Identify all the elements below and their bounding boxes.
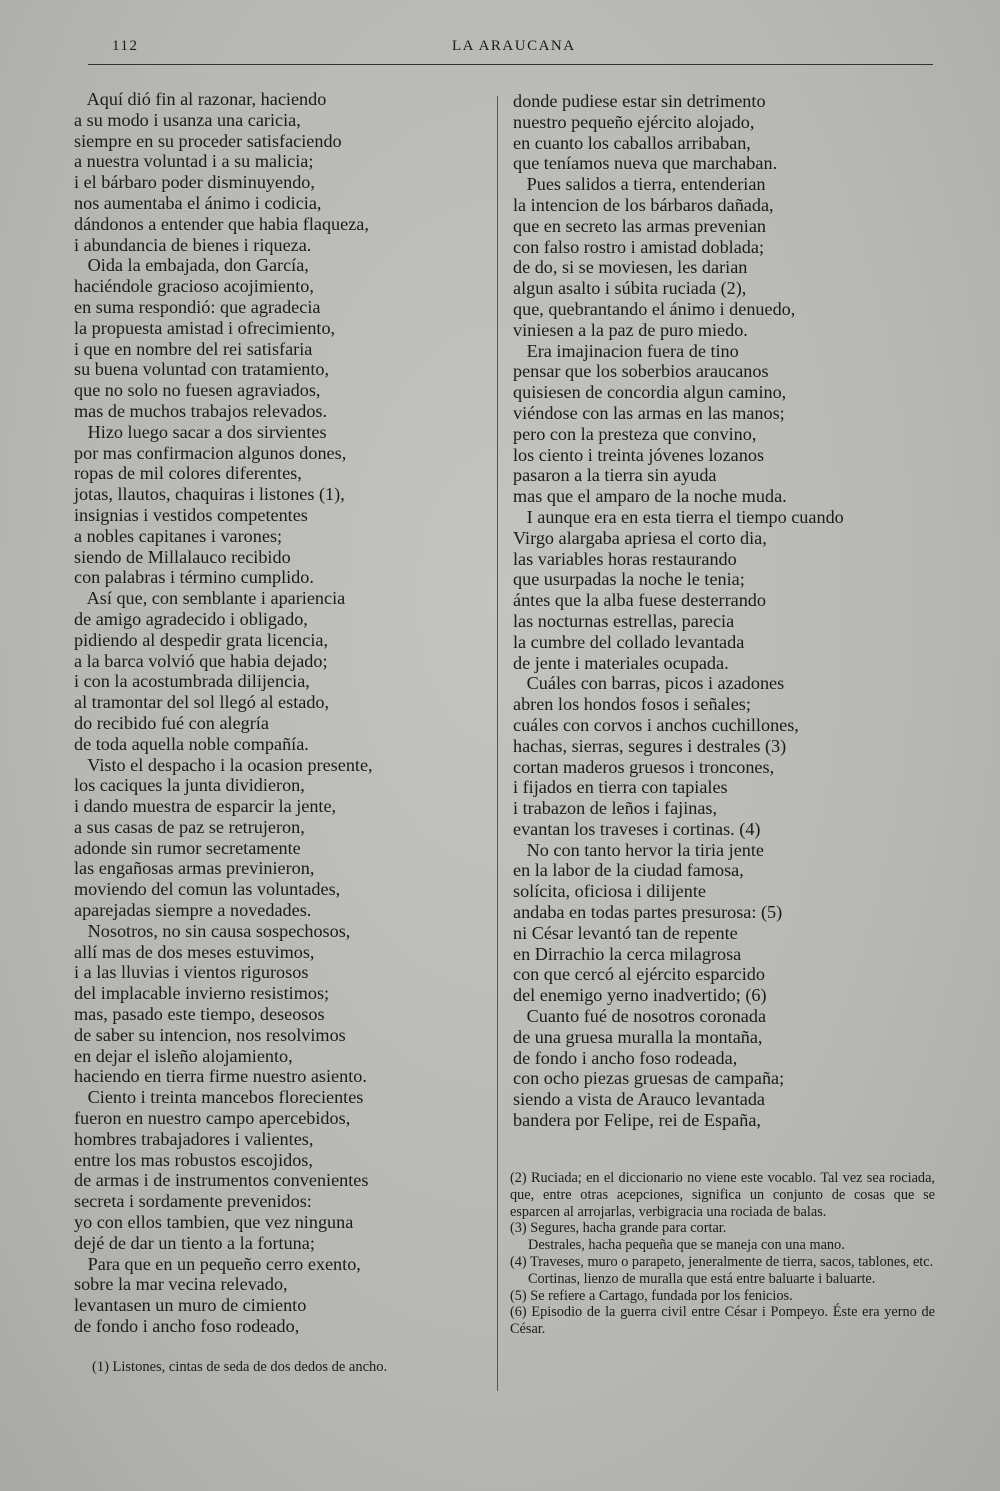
- verse-line: los caciques la junta dividieron,: [74, 775, 305, 796]
- verse-line: Hizo luego sacar a dos sirvientes: [74, 421, 327, 442]
- verse-line: mas de muchos trabajos relevados.: [74, 400, 328, 421]
- verse-line: con ocho piezas gruesas de campaña;: [513, 1068, 785, 1089]
- verse-line: secreta i sordamente prevenidos:: [74, 1191, 312, 1212]
- verse-line: de una gruesa muralla la montaña,: [513, 1026, 763, 1047]
- verse-line: i abundancia de bienes i riqueza.: [74, 234, 312, 255]
- verse-line: quisiesen de concordia algun camino,: [513, 382, 787, 403]
- verse-line: las variables horas restaurando: [513, 548, 737, 569]
- verse-line: Pues salidos a tierra, entenderian: [513, 174, 766, 195]
- verse-line: bandera por Felipe, rei de España,: [513, 1110, 761, 1131]
- verse-line: su buena voluntad con tratamiento,: [74, 359, 330, 380]
- verse-line: nuestro pequeño ejército alojado,: [513, 111, 755, 132]
- verse-line: la cumbre del collado levantada: [513, 631, 745, 652]
- verse-line: pensar que los soberbios araucanos: [513, 361, 769, 382]
- verse-line: levantasen un muro de cimiento: [74, 1295, 307, 1316]
- verse-line: I aunque era en esta tierra el tiempo cuando: [513, 506, 844, 527]
- verse-line: pasaron a la tierra sin ayuda: [513, 465, 717, 486]
- verse-line: por mas confirmacion algunos dones,: [74, 442, 347, 463]
- verse-line: adonde sin rumor secretamente: [74, 837, 301, 858]
- page-header: [112, 38, 912, 58]
- right-column-verse: [513, 91, 943, 1131]
- verse-line: la intencion de los bárbaros dañada,: [513, 194, 774, 215]
- verse-line: Cuáles con barras, picos i azadones: [513, 673, 785, 694]
- verse-line: i trabazon de leños i fajinas,: [513, 798, 718, 819]
- verse-line: Para que en un pequeño cerro exento,: [74, 1253, 361, 1274]
- footnote-entry: (2) Ruciada; en el diccionario no viene este vocablo. Tal vez sea rociada, que, entre otras acepciones, significa un conjunto de cosas que se esparcen al arrojarlas, verbigracia una rociada de balas.: [510, 1170, 935, 1220]
- verse-line: los ciento i treinta jóvenes lozanos: [513, 444, 765, 465]
- verse-line: moviendo del comun las voluntades,: [74, 879, 341, 900]
- verse-line: al tramontar del sol llegó al estado,: [74, 692, 330, 713]
- verse-line: abren los hondos fosos i señales;: [513, 694, 751, 715]
- verse-line: aparejadas siempre a novedades.: [74, 900, 312, 921]
- verse-line: Cuanto fué de nosotros coronada: [513, 1006, 767, 1027]
- verse-line: yo con ellos tambien, que vez ninguna: [74, 1212, 354, 1233]
- right-footnotes: [510, 1170, 935, 1338]
- verse-line: cortan maderos gruesos i troncones,: [513, 756, 775, 777]
- verse-line: de do, si se moviesen, les darian: [513, 257, 748, 278]
- verse-line: ni César levantó tan de repente: [513, 922, 738, 943]
- verse-line: hombres trabajadores i valientes,: [74, 1128, 314, 1149]
- verse-line: dándonos a entender que habia flaqueza,: [74, 213, 369, 234]
- verse-line: Ciento i treinta mancebos florecientes: [74, 1087, 364, 1108]
- verse-line: Oida la embajada, don García,: [74, 255, 309, 276]
- verse-line: insignias i vestidos competentes: [74, 504, 308, 525]
- verse-line: ántes que la alba fuese desterrando: [513, 590, 766, 611]
- verse-line: mas que el amparo de la noche muda.: [513, 486, 787, 507]
- verse-line: que en secreto las armas prevenian: [513, 215, 766, 236]
- footnote-entry: (5) Se refiere a Cartago, fundada por los fenicios.: [510, 1287, 793, 1304]
- verse-line: viniesen a la paz de puro miedo.: [513, 319, 748, 340]
- verse-line: mas, pasado este tiempo, deseosos: [74, 1004, 325, 1025]
- verse-line: i con la acostumbrada dilijencia,: [74, 671, 310, 692]
- verse-line: de saber su intencion, nos resolvimos: [74, 1024, 346, 1045]
- verse-line: do recibido fué con alegría: [74, 712, 269, 733]
- verse-line: con falso rostro i amistad doblada;: [513, 236, 765, 257]
- verse-line: andaba en todas partes presurosa: (5): [513, 902, 783, 923]
- verse-line: haciendo en tierra firme nuestro asiento.: [74, 1066, 367, 1087]
- verse-line: entre los mas robustos escojidos,: [74, 1149, 313, 1170]
- verse-line: siendo a vista de Arauco levantada: [513, 1089, 766, 1110]
- verse-line: nos aumentaba el ánimo i codicia,: [74, 192, 322, 213]
- footnote-entry: (3) Segures, hacha grande para cortar.: [510, 1220, 727, 1237]
- verse-line: Aquí dió fin al razonar, haciendo: [74, 89, 327, 109]
- footnote-1: (1) Listones, cintas de seda de dos dedos de ancho.: [92, 1359, 388, 1375]
- verse-line: algun asalto i súbita ruciada (2),: [513, 278, 747, 299]
- verse-line: siendo de Millalauco recibido: [74, 546, 291, 567]
- verse-line: en Dirrachio la cerca milagrosa: [513, 943, 742, 964]
- verse-line: cuáles con corvos i anchos cuchillones,: [513, 714, 799, 735]
- verse-line: Era imajinacion fuera de tino: [513, 340, 739, 361]
- verse-line: allí mas de dos meses estuvimos,: [74, 941, 315, 962]
- verse-line: Nosotros, no sin causa sospechosos,: [74, 920, 351, 941]
- verse-line: i a las lluvias i vientos rigurosos: [74, 962, 309, 983]
- verse-line: en dejar el isleño alojamiento,: [74, 1045, 293, 1066]
- verse-line: que no solo no fuesen agraviados,: [74, 380, 321, 401]
- verse-line: en cuanto los caballos arribaban,: [513, 132, 751, 153]
- footnote-entry: Destrales, hacha pequeña que se maneja con una mano.: [528, 1237, 845, 1254]
- verse-line: de fondo i ancho foso rodeada,: [513, 1047, 738, 1068]
- verse-line: con palabras i término cumplido.: [74, 567, 314, 588]
- verse-line: a nobles capitanes i varones;: [74, 525, 283, 546]
- verse-line: ropas de mil colores diferentes,: [74, 463, 302, 484]
- verse-line: solícita, oficiosa i dilijente: [513, 881, 706, 902]
- verse-line: i el bárbaro poder disminuyendo,: [74, 172, 315, 193]
- verse-line: las nocturnas estrellas, parecia: [513, 610, 735, 631]
- verse-line: que, quebrantando el ánimo i denuedo,: [513, 298, 796, 319]
- verse-line: Visto el despacho i la ocasion presente,: [74, 754, 373, 775]
- left-column-verse: [74, 89, 469, 1337]
- verse-line: de jente i materiales ocupada.: [513, 652, 729, 673]
- verse-line: i dando muestra de esparcir la jente,: [74, 796, 337, 817]
- verse-line: de fondo i ancho foso rodeado,: [74, 1316, 300, 1337]
- running-title: LA ARAUCANA: [452, 38, 576, 54]
- verse-line: a sus casas de paz se retrujeron,: [74, 816, 305, 837]
- verse-line: Así que, con semblante i apariencia: [74, 588, 346, 609]
- verse-line: pero con la presteza que convino,: [513, 423, 757, 444]
- verse-line: fueron en nuestro campo apercebidos,: [74, 1108, 351, 1129]
- verse-line: de armas i de instrumentos convenientes: [74, 1170, 369, 1191]
- verse-line: a nuestra voluntad i a su malicia;: [74, 151, 314, 172]
- column-divider: [497, 96, 498, 1391]
- verse-line: a su modo i usanza una caricia,: [74, 109, 301, 130]
- verse-line: del enemigo yerno inadvertido; (6): [513, 985, 767, 1006]
- page-number: 112: [112, 38, 139, 54]
- verse-line: del implacable invierno resistimos;: [74, 983, 330, 1004]
- verse-line: las engañosas armas previnieron,: [74, 858, 315, 879]
- verse-line: que usurpadas la noche le tenia;: [513, 569, 745, 590]
- footnote-entry: Cortinas, lienzo de muralla que está entre baluarte i baluarte.: [528, 1270, 876, 1287]
- verse-line: hachas, sierras, segures i destrales (3): [513, 735, 787, 756]
- verse-line: evantan los traveses i cortinas. (4): [513, 818, 761, 839]
- verse-line: en la labor de la ciudad famosa,: [513, 860, 744, 881]
- verse-line: en suma respondió: que agradecia: [74, 296, 321, 317]
- verse-line: i que en nombre del rei satisfaria: [74, 338, 313, 359]
- verse-line: que teníamos nueva que marchaban.: [513, 153, 778, 174]
- verse-line: viéndose con las armas en las manos;: [513, 402, 785, 423]
- footnote-entry: (4) Traveses, muro o parapeto, jeneralmente de tierra, sacos, tablones, etc.: [510, 1253, 934, 1270]
- verse-line: jotas, llautos, chaquiras i listones (1),: [74, 484, 345, 505]
- verse-line: de amigo agradecido i obligado,: [74, 608, 308, 629]
- verse-line: a la barca volvió que habia dejado;: [74, 650, 328, 671]
- verse-line: haciéndole gracioso acojimiento,: [74, 276, 314, 297]
- verse-line: con que cercó al ejército esparcido: [513, 964, 765, 985]
- header-rule: [88, 64, 933, 65]
- verse-line: dejé de dar un tiento a la fortuna;: [74, 1232, 315, 1253]
- verse-line: siempre en su proceder satisfaciendo: [74, 130, 342, 151]
- verse-line: pidiendo al despedir grata licencia,: [74, 629, 329, 650]
- verse-line: Virgo alargaba apriesa el corto dia,: [513, 527, 767, 548]
- verse-line: sobre la mar vecina relevado,: [74, 1274, 288, 1295]
- verse-line: de toda aquella noble compañía.: [74, 733, 309, 754]
- verse-line: No con tanto hervor la tiria jente: [513, 839, 765, 860]
- verse-line: donde pudiese estar sin detrimento: [513, 91, 766, 111]
- verse-line: la propuesta amistad i ofrecimiento,: [74, 317, 336, 338]
- footnote-entry: (6) Episodio de la guerra civil entre César i Pompeyo. Éste era yerno de César.: [510, 1304, 935, 1338]
- verse-line: i fijados en tierra con tapiales: [513, 777, 728, 798]
